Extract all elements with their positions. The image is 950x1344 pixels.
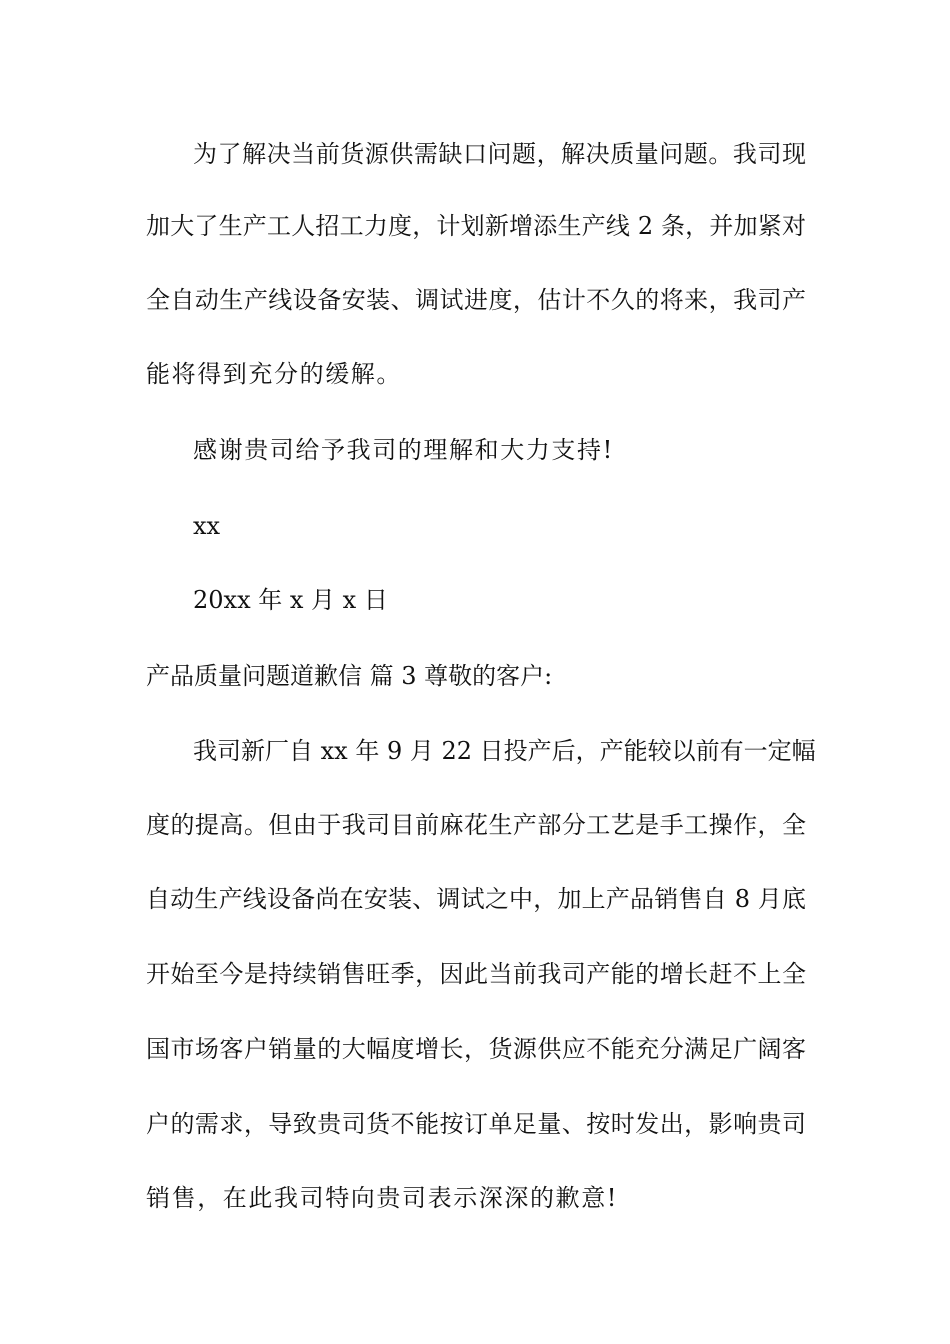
paragraph-line: 我司新厂自 xx 年 9 月 22 日投产后，产能较以前有一定幅 (193, 737, 816, 765)
paragraph-line: 度的提高。但由于我司目前麻花生产部分工艺是手工操作，全 (146, 811, 806, 839)
paragraph-line: 国市场客户销量的大幅度增长，货源供应不能充分满足广阔客 (146, 1035, 806, 1063)
paragraph-line: 户的需求，导致贵司货不能按订单足量、按时发出，影响贵司 (146, 1110, 806, 1138)
signature: xx (193, 512, 221, 540)
date-line: 20xx 年 x 月 x 日 (193, 586, 388, 614)
paragraph-line: 为了解决当前货源供需缺口问题，解决质量问题。我司现 (193, 140, 806, 168)
paragraph-line: 自动生产线设备尚在安装、调试之中，加上产品销售自 8 月底 (146, 885, 806, 913)
paragraph-line: 销售，在此我司特向贵司表示深深的歉意! (146, 1184, 619, 1212)
closing-thanks: 感谢贵司给予我司的理解和大力支持! (193, 436, 614, 464)
paragraph-line: 开始至今是持续销售旺季，因此当前我司产能的增长赶不上全 (146, 960, 806, 988)
section-heading: 产品质量问题道歉信 篇 3 尊敬的客户: (146, 662, 553, 690)
paragraph-line: 全自动生产线设备安装、调试进度，估计不久的将来，我司产 (146, 286, 806, 314)
paragraph-line: 能将得到充分的缓解。 (146, 360, 402, 388)
paragraph-line: 加大了生产工人招工力度，计划新增添生产线 2 条，并加紧对 (146, 212, 806, 240)
